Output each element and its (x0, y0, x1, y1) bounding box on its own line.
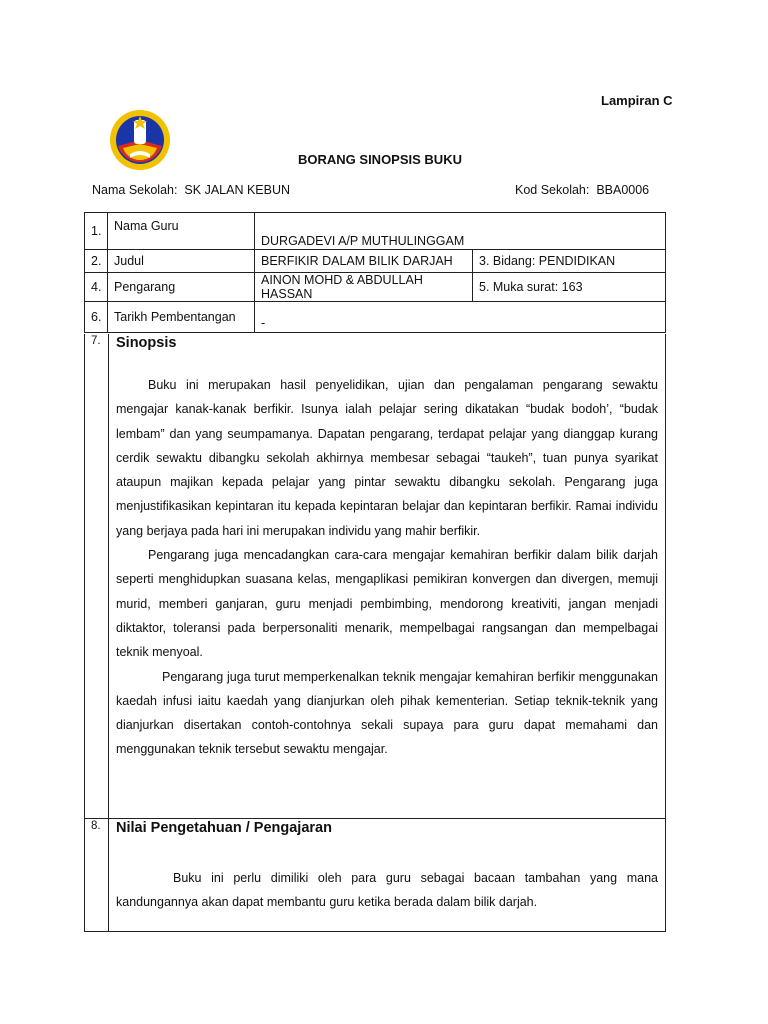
author-line-2: HASSAN (261, 287, 313, 301)
nilai-title: Nilai Pengetahuan / Pengajaran (116, 820, 332, 836)
section-number-cell (85, 819, 109, 931)
school-code-label: Kod Sekolah: (515, 183, 590, 197)
table-row (85, 250, 666, 273)
nilai-paragraph: Buku ini perlu dimiliki oleh para guru sebagai bacaan tambahan yang mana kandungannya akan dapat membantu guru ketika berada dalam bilik darjah. (116, 871, 658, 910)
row-number: 4. (85, 273, 108, 302)
info-table (84, 212, 666, 333)
presentation-date-value: - (255, 302, 666, 333)
nilai-content (116, 819, 658, 915)
sinopsis-paragraph: Pengarang juga turut memperkenalkan teknik mengajar kemahiran berfikir menggunakan kaedah infusi iaitu kaedah yang dianjurkan oleh pihak kementerian. Setiap teknik-teknik yang dianjurkan disertakan contoh-contohnya sekali supaya para guru dapat memahami dan menggunakan teknik tersebut sewaktu mengajar. (116, 669, 658, 757)
section-number-cell (85, 334, 109, 818)
teacher-name-value: DURGADEVI A/P MUTHULINGGAM (255, 213, 666, 250)
nilai-section (84, 818, 666, 932)
sinopsis-title: Sinopsis (116, 335, 177, 351)
author-value (255, 273, 473, 302)
school-name (92, 183, 290, 197)
row-number: 6. (85, 302, 108, 333)
sinopsis-paragraph: Pengarang juga mencadangkan cara-cara mengajar kemahiran berfikir dalam bilik darjah seperti menghidupkan suasana kelas, mengaplikasi pemikiran konvergen dan divergen, memuji murid, memberi ganjaran, guru menjadi pembimbing, mendorong kreativiti, jangan menjadi diktaktor, toleransi pada berpersonaliti menarik, mempelbagai rangsangan dan mempelbagai teknik menyoal. (116, 548, 658, 660)
row-label: Nama Guru (108, 213, 255, 250)
lampiran-label: Lampiran C (601, 93, 673, 108)
school-code (515, 183, 649, 197)
row-number: 2. (85, 250, 108, 273)
sinopsis-content (116, 334, 658, 762)
section-number: 8. (91, 820, 101, 832)
sinopsis-paragraph: Buku ini merupakan hasil penyelidikan, ujian dan pengalaman pengarang sewaktu mengajar kanak-kanak berfikir. Isunya ialah pelajar sering dikatakan “budak bodoh’, “budak lembam” dan yang seumpamanya. Dapatan pengarang, terdapat pelajar yang dianggap kurang cerdik sewaktu dibangku sekolah akhirnya membesar sebagai “taukeh”, tuan punya syarikat ataupun majikan kepada pelajar yang pintar sewaktu dibangku sekolah. Pengarang juga menjustifikasikan kepintaran itu kepada kepintaran belajar dan kepintaran berfikir. Ramai individu yang berjaya pada hari ini merupakan individu yang mahir berfikir. (116, 378, 658, 538)
table-row (85, 302, 666, 333)
field-value: 3. Bidang: PENDIDIKAN (473, 250, 666, 273)
form-title: BORANG SINOPSIS BUKU (298, 152, 462, 167)
school-name-value: SK JALAN KEBUN (184, 183, 291, 197)
sinopsis-section (84, 334, 666, 819)
table-row (85, 213, 666, 250)
row-label: Pengarang (108, 273, 255, 302)
row-number: 1. (85, 213, 108, 250)
author-line-1: AINON MOHD & ABDULLAH (261, 273, 423, 287)
row-label: Tarikh Pembentangan (108, 302, 255, 333)
section-number: 7. (91, 335, 101, 347)
pages-value: 5. Muka surat: 163 (473, 273, 666, 302)
title-value: BERFIKIR DALAM BILIK DARJAH (255, 250, 473, 273)
row-label: Judul (108, 250, 255, 273)
school-name-label: Nama Sekolah: (92, 183, 178, 197)
table-row (85, 273, 666, 302)
school-code-value: BBA0006 (596, 183, 650, 197)
